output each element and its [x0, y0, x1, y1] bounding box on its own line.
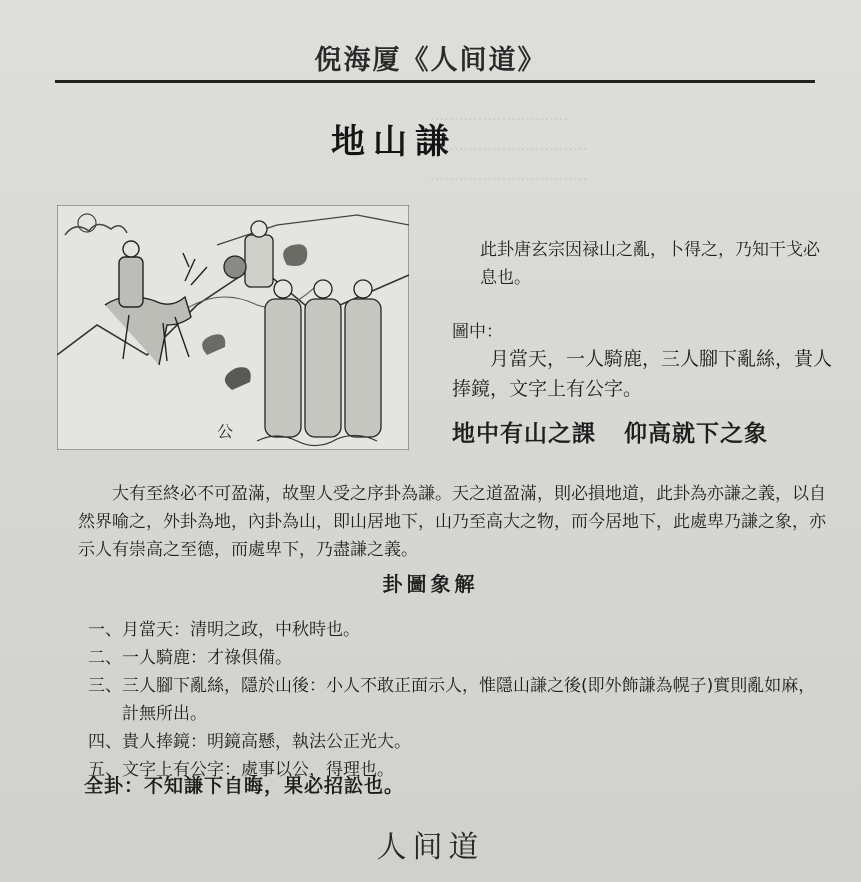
motto-part-1: 地中有山之課	[452, 420, 596, 447]
three-figures	[265, 280, 381, 437]
figure-label: 圖中：	[452, 322, 503, 342]
list-item	[88, 672, 828, 728]
list-item-number: 二、	[88, 648, 122, 668]
motto-part-2: 仰高就下之象	[624, 420, 768, 447]
explanation-paragraph	[78, 480, 826, 564]
bleed-through-text: ·································	[430, 140, 588, 158]
figure-description	[452, 344, 832, 404]
section-heading: 卦圖象解	[382, 572, 479, 596]
header-rule	[55, 80, 815, 83]
hexagram-title: 地山謙	[331, 122, 457, 162]
list-item	[88, 644, 828, 672]
list-item-text: 文字上有公字：處事以公，得理也。	[122, 760, 394, 780]
figure-description-text: 月當天，一人騎鹿，三人腳下亂絲，貴人捧鏡，文字上有公字。	[452, 348, 833, 400]
intro-text: 此卦唐玄宗因禄山之亂，卜得之，乃知干戈必息也。	[480, 240, 820, 288]
bleed-through-text: ·····························	[430, 110, 569, 128]
hexagram-motto	[452, 415, 768, 448]
footer-brand: 人间道	[376, 830, 485, 865]
list-item-number: 四、	[88, 732, 122, 752]
list-item-number: 一、	[88, 620, 122, 640]
list-item-number: 三、	[88, 676, 122, 696]
woodcut-illustration	[57, 205, 409, 450]
list-item-text: 月當天：清明之政，中秋時也。	[122, 620, 360, 640]
header-title: 倪海厦《人间道》	[314, 45, 547, 76]
interpretation-list	[88, 616, 828, 784]
explanation-text: 大有至終必不可盈滿，故聖人受之序卦為謙。天之道盈滿，則必損地道，此卦為亦謙之義，以自然界喻之，外卦為地，內卦為山，即山居地下，山乃至高大之物，而今居地下，此處卑乃謙之象，亦示人有崇高之至德，而處卑下，乃盡謙之義。	[78, 484, 826, 560]
list-item-number: 五、	[88, 760, 122, 780]
list-item-text: 三人腳下亂絲，隱於山後：小人不敢正面示人，惟隱山謙之後(即外飾謙為幌子)實則亂如麻，計無所出。	[122, 676, 816, 724]
list-item-text: 貴人捧鏡：明鏡高懸，執法公正光大。	[122, 732, 411, 752]
list-item	[88, 616, 828, 644]
list-item	[88, 728, 828, 756]
illustration-caption: 公	[217, 422, 234, 441]
bleed-through-text: ·································	[430, 170, 588, 188]
summary-line: 全卦：不知謙下自晦，果必招訟也。	[84, 775, 405, 797]
list-item-text: 一人騎鹿：才祿俱備。	[122, 648, 292, 668]
